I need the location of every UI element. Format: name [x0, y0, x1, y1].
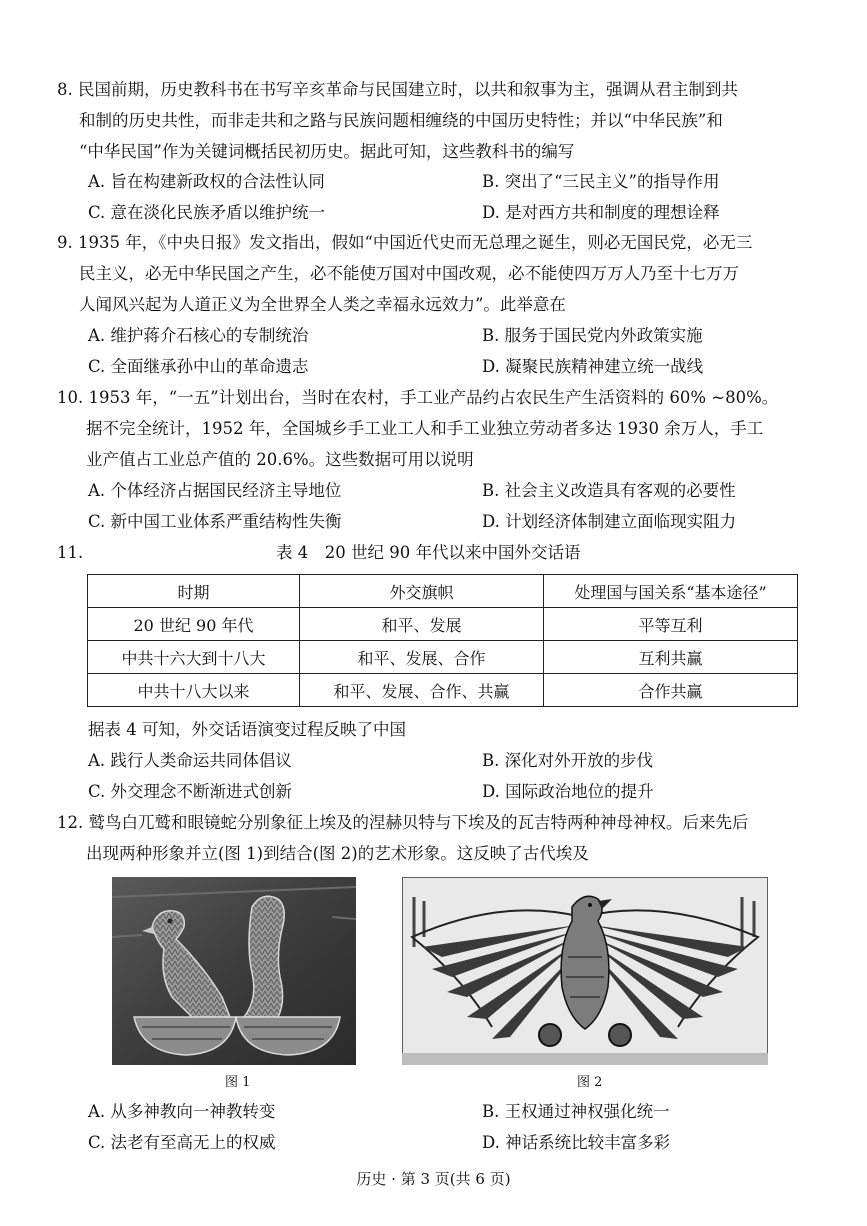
table-cell: 平等互利 — [544, 608, 798, 641]
table-header-banner: 外交旗帜 — [300, 575, 544, 608]
q12-option-b: B. 王权通过神权强化统一 — [482, 1102, 670, 1121]
q12-line-2: 出现两种形象并立(图 1)到结合(图 2)的艺术形象。这反映了古代埃及 — [86, 844, 589, 863]
q9-option-a: A. 维护蒋介石核心的专制统治 — [88, 326, 309, 345]
q11-option-b: B. 深化对外开放的步伐 — [482, 751, 654, 770]
table-caption: 表 4 20 世纪 90 年代以来中国外交话语 — [276, 543, 581, 562]
q12-option-a: A. 从多神教向一神教转变 — [88, 1102, 276, 1121]
table-header-row — [88, 575, 798, 608]
q8-option-d: D. 是对西方共和制度的理想诠释 — [482, 203, 720, 222]
q11-option-c: C. 外交理念不断渐进式创新 — [88, 782, 293, 801]
figure-1-caption: 图 1 — [225, 1075, 251, 1090]
table-cell: 和平、发展、合作、共赢 — [300, 674, 544, 707]
table-cell: 和平、发展 — [300, 608, 544, 641]
table-header-period: 时期 — [88, 575, 300, 608]
table-cell: 和平、发展、合作 — [300, 641, 544, 674]
table-cell: 合作共赢 — [544, 674, 798, 707]
table-cell: 20 世纪 90 年代 — [88, 608, 300, 641]
table-cell: 中共十六大到十八大 — [88, 641, 300, 674]
q8-line-2: 和制的历史共性，而非走共和之路与民族问题相缠绕的中国历史特性；并以“中华民族”和 — [79, 111, 723, 130]
q8-line-3: “中华民国”作为关键词概括民初历史。据此可知，这些教科书的编写 — [79, 142, 575, 161]
q10-line-3: 业产值占工业总产值的 20.6%。这些数据可用以说明 — [86, 450, 474, 469]
q10-option-b: B. 社会主义改造具有客观的必要性 — [482, 481, 736, 500]
q8-line-1: 8. 民国前期，历史教科书在书写辛亥革命与民国建立时，以共和叙事为主，强调从君主制到共 — [57, 80, 738, 99]
q9-line-3: 人闻风兴起为人道正义为全世界全人类之幸福永远效力”。此举意在 — [79, 295, 566, 314]
q10-line-2: 据不完全统计，1952 年，全国城乡手工业工人和手工业独立劳动者多达 1930 余万人，手工 — [86, 419, 764, 438]
q9-option-c: C. 全面继承孙中山的革命遗志 — [88, 357, 309, 376]
q11-option-a: A. 践行人类命运共同体倡议 — [88, 751, 292, 770]
figure-1-vulture-cobra-relief — [112, 877, 356, 1065]
table-cell: 互利共赢 — [544, 641, 798, 674]
q8-option-a: A. 旨在构建新政权的合法性认同 — [88, 172, 325, 191]
q8-option-b: B. 突出了“三民主义”的指导作用 — [482, 172, 720, 191]
table-row — [88, 608, 798, 641]
q9-option-b: B. 服务于国民党内外政策实施 — [482, 326, 703, 345]
q9-line-2: 民主义，必无中华民国之产生，必不能使万国对中国改观，必不能使四万万人乃至十七万万 — [79, 264, 739, 283]
q11-option-d: D. 国际政治地位的提升 — [482, 782, 654, 801]
q12-option-c: C. 法老有至高无上的权威 — [88, 1133, 276, 1152]
q12-line-1: 12. 鹫鸟白兀鹫和眼镜蛇分别象征上埃及的涅赫贝特与下埃及的瓦吉特两种神母神权。后来先后 — [57, 813, 749, 832]
q8-option-c: C. 意在淡化民族矛盾以维护统一 — [88, 203, 326, 222]
table-cell: 中共十八大以来 — [88, 674, 300, 707]
figure-2-winged-vulture-cobra — [402, 877, 768, 1065]
table-row — [88, 674, 798, 707]
q9-line-1: 9. 1935 年，《中央日报》发文指出，假如“中国近代史而无总理之诞生，则必无国民党，必无三 — [57, 233, 753, 252]
q10-option-c: C. 新中国工业体系严重结构性失衡 — [88, 512, 342, 531]
q12-option-d: D. 神话系统比较丰富多彩 — [482, 1133, 671, 1152]
q10-option-a: A. 个体经济占据国民经济主导地位 — [88, 481, 342, 500]
diplomatic-discourse-table — [87, 574, 798, 707]
q10-option-d: D. 计划经济体制建立面临现实阻力 — [482, 512, 737, 531]
q11-number: 11. — [57, 543, 84, 562]
figure-2-caption: 图 2 — [577, 1075, 603, 1090]
q11-stem: 据表 4 可知，外交话语演变过程反映了中国 — [88, 720, 406, 739]
table-header-approach: 处理国与国关系“基本途径” — [544, 575, 798, 608]
q9-option-d: D. 凝聚民族精神建立统一战线 — [482, 357, 704, 376]
q10-line-1: 10. 1953 年，“一五”计划出台，当时在农村，手工业产品约占农民生产生活资料的 60% ~80%。 — [57, 388, 779, 407]
table-row — [88, 641, 798, 674]
page-footer: 历史 · 第 3 页(共 6 页) — [356, 1170, 511, 1188]
